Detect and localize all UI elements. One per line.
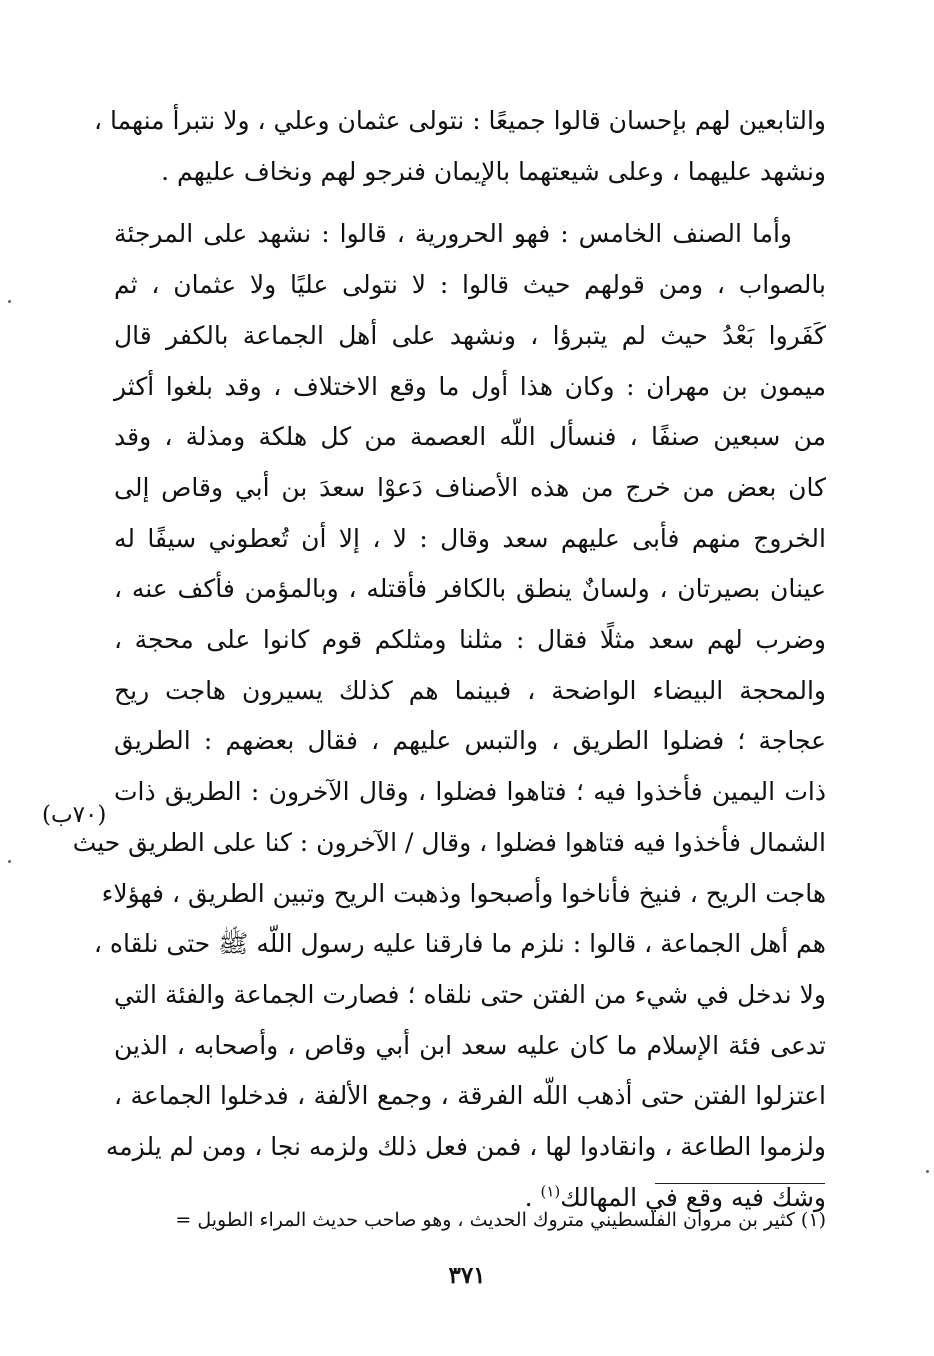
text-line: والمحجة البيضاء الواضحة ، فبينما هم كذلك يسيرون هاجت ريح [114, 675, 826, 705]
scan-speck [8, 860, 11, 863]
text-line: عينان بصيرتان ، ولسانٌ ينطق بالكافر فأقتله ، وبالمؤمن فأكف عنه ، [114, 574, 826, 604]
text-line: ونشهد عليهما ، وعلى شيعتهما بالإيمان فنرجو لهم ونخاف عليهم . [161, 156, 826, 186]
text-line: هم أهل الجماعة ، قالوا : نلزم ما فارقنا عليه رسول اللّه ﷺ حتى نلقاه ، [93, 929, 826, 959]
footnote: (١) كثير بن مروان الفلسطيني متروك الحديث ، وهو صاحب حديث المراء الطويل = [175, 1209, 826, 1231]
text-line: ميمون بن مهران : وكان هذا أول ما وقع الاختلاف ، وقد بلغوا أكثر [114, 371, 826, 401]
text-line: كان بعض من خرج من هذه الأصناف دَعوْا سعدَ بن أبي وقاص إلى [114, 472, 826, 502]
text-line: بالصواب ، ومن قولهم حيث قالوا : لا نتولى عليًا ولا عثمان ، ثم [114, 270, 826, 300]
page-number: ٣٧١ [448, 1262, 486, 1289]
text-line: ذات اليمين فأخذوا فيه ؛ فتاهوا فضلوا ، وقال الآخرون : الطريق ذات [114, 777, 826, 807]
text-line: وأما الصنف الخامس : فهو الحرورية ، قالوا : نشهد على المرجئة [114, 219, 792, 249]
paragraph-1 [93, 96, 826, 197]
margin-folio-note: (٧٠ب) [42, 802, 107, 828]
text-line: عجاجة ؛ فضلوا الطريق ، والتبس عليهم ، فقال بعضهم : الطريق [114, 726, 826, 756]
text-line: كَفَروا بَعْدُ حيث لم يتبرؤا ، ونشهد على أهل الجماعة بالكفر قال [114, 320, 826, 350]
text-line: والتابعين لهم بإحسان قالوا جميعًا : نتولى عثمان وعلي ، ولا نتبرأ منهما ، [93, 106, 826, 135]
last-line-suffix: . [524, 1182, 541, 1212]
text-line: من سبعين صنفًا ، فنسأل اللّه العصمة من كل هلكة ومذلة ، وقد [114, 422, 826, 452]
last-line-text: وشك فيه وقع في المهالك [560, 1182, 826, 1212]
paragraph-gap [114, 197, 826, 209]
text-line: تدعى فئة الإسلام ما كان عليه سعد ابن أبي وقاص ، وأصحابه ، الذين [114, 1030, 826, 1060]
text-line: اعتزلوا الفتن حتى أذهب اللّه الفرقة ، وجمع الألفة ، فدخلوا الجماعة ، [114, 1081, 826, 1111]
scan-speck [926, 1170, 929, 1173]
text-line: الشمال فأخذوا فيه فتاهوا فضلوا ، وقال / الآخرون : كنا على الطريق حيث [72, 827, 826, 857]
text-line: هاجت الريح ، فنيخ فأناخوا وأصبحوا وذهبت الريح وتبين الطريق ، فهؤلاء [101, 878, 826, 908]
footnote-marker: (١) [540, 1182, 561, 1201]
footnote-separator [655, 1183, 825, 1184]
text-line: ولزموا الطاعة ، وانقادوا لها ، فمن فعل ذلك ولزمه نجا ، ومن لم يلزمه [105, 1132, 826, 1162]
text-line: ولا ندخل في شيء من الفتن حتى نلقاه ؛ فصارت الجماعة والفئة التي [114, 979, 826, 1009]
text-line: الخروج منهم فأبى عليهم سعد وقال : لا ، إلا أن تُعطوني سيفًا له [114, 523, 826, 553]
scan-speck [8, 300, 11, 303]
text-line: وضرب لهم سعد مثلًا فقال : مثلنا ومثلكم قوم كانوا على محجة ، [114, 625, 826, 655]
